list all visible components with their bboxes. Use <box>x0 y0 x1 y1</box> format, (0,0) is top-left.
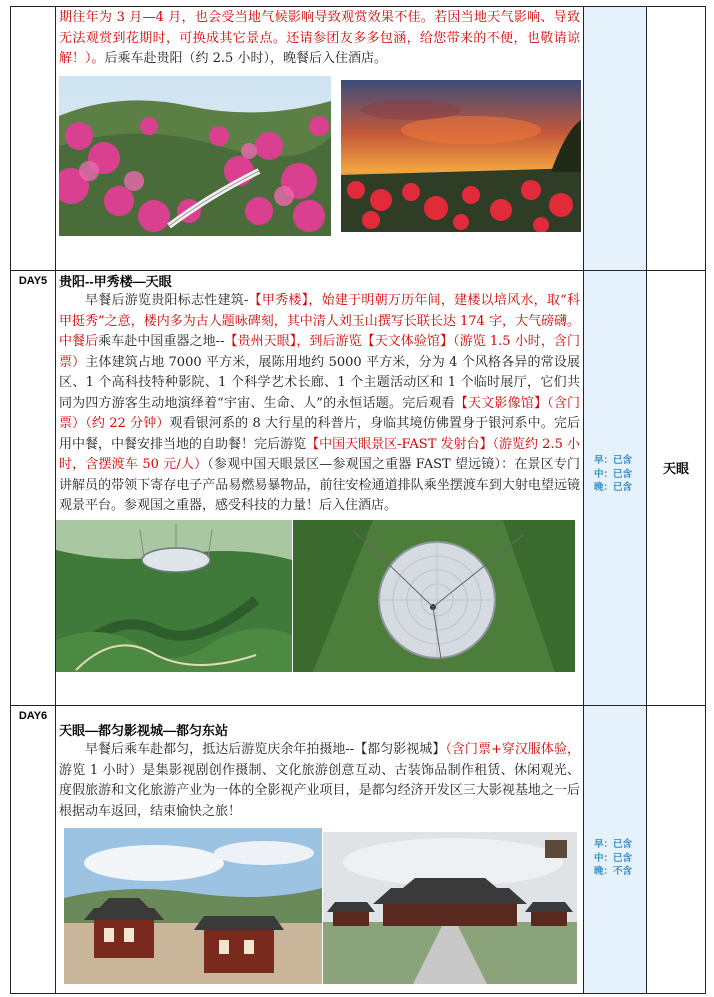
hotel-name: 天眼 <box>662 461 689 476</box>
highlight-text: 【中国天眼景区-FAST 发射台】（游览约 2.5 小时，含摆渡车 50 元/人） <box>59 436 580 472</box>
meal-dinner: 晚：不含 <box>594 866 633 878</box>
day4-description <box>56 7 583 70</box>
highlight-text: 【贵州天眼】，到后游览【天文体验馆】（游览 1.5 小时，含门票） <box>59 334 580 370</box>
hotel-cell <box>647 706 706 994</box>
meal-list <box>584 838 646 879</box>
body-text: 乘车赴中国重器之地-- <box>98 334 225 349</box>
day-cell-empty <box>11 7 56 271</box>
photo-film-city-pavilion <box>64 828 322 984</box>
photo-strip <box>56 828 583 988</box>
body-text: 早餐后乘车赴都匀，抵达后游览庆余年拍摄地--【都匀影视城】 <box>85 742 446 757</box>
day-title: 贵阳--甲秀楼—天眼 <box>59 274 172 289</box>
meal-lunch: 中：已含 <box>594 468 633 480</box>
highlight-text: （含门票+穿汉服体验， <box>445 742 580 757</box>
itinerary-row-day5 <box>11 271 706 706</box>
hotel-cell <box>647 271 706 706</box>
day-content <box>56 271 584 706</box>
highlight-text: 【天文影像馆】（含门票）（约 22 分钟） <box>59 395 580 431</box>
itinerary-table <box>10 6 706 994</box>
body-text: 观看银河系的 8 大行星的科普片，身临其境仿佛置身于银河系中。完后用中餐，中餐安排当地的自助餐！完后游览 <box>59 416 580 452</box>
meal-dinner: 晚：已含 <box>594 482 633 494</box>
meal-cell <box>584 706 647 994</box>
photo-strip <box>56 520 583 672</box>
note-plain: 后乘车赴贵阳（约 2.5 小时），晚餐后入住酒店。 <box>104 51 387 66</box>
itinerary-row-day6 <box>11 706 706 994</box>
day-content <box>56 706 584 994</box>
day-label: DAY5 <box>11 271 56 706</box>
body-text: 游览 1 小时）是集影视剧创作摄制、文化旅游创意互动、古装饰品制作租赁、休闲观光、度假旅游和文化旅游产业为一体的全影视产业项目，是都匀经济开发区三大影视基地之一后根据动车返回，结束愉快之旅！ <box>59 762 580 819</box>
meal-breakfast: 早：已含 <box>594 455 633 467</box>
itinerary-row-day4-continued <box>11 7 706 271</box>
meal-lunch: 中：已含 <box>594 852 633 864</box>
day-title: 天眼—都匀影视城—都匀东站 <box>59 723 229 738</box>
meal-cell-empty <box>584 7 647 271</box>
photo-strip <box>56 76 583 98</box>
photo-film-city-palace <box>323 832 577 984</box>
body-text: 主体建筑占地 7000 平方米，展陈用地约 5000 平方米，分为 4 个风格各异的常设展区、1 个高科技特种影院、1 个科学艺术长廊、1 个主题活动区和 1 个临时展厅，它们共同为四方游客生动地演绎着“宇宙、生命、人”的永恒话题。完后观看 <box>59 354 580 411</box>
body-text: （参观中国天眼景区—参观国之重器 FAST 望远镜）：在景区专门讲解员的带领下寄存电子产品易燃易暴物品，前往安检通道排队乘坐摆渡车到大射电望远镜观景平台。参观国之重器，感受科技的力量！后入住酒店。 <box>59 457 580 513</box>
day-label: DAY6 <box>11 706 56 994</box>
photo-fast-telescope-dish <box>293 520 575 672</box>
photo-fast-telescope-aerial <box>56 520 292 672</box>
day-description <box>56 740 583 822</box>
day-description <box>56 291 583 517</box>
photo-azalea-sunset <box>341 80 581 232</box>
photo-azalea-hills <box>59 76 331 236</box>
body-text: 早餐后游览贵阳标志性建筑- <box>85 293 249 308</box>
meal-cell <box>584 271 647 706</box>
note-red: 期往年为 3 月—4 月，也会受当地气候影响导致观赏效果不佳。若因当地天气影响、导致无法观赏到花期时，可换成其它景点。还请参团友多多包涵，给您带来的不便，也敬请谅解！）。 <box>59 10 580 66</box>
highlight-text: 【甲秀楼】，始建于明朝万历年间，建楼以培风水，取“科甲挺秀”之意，楼内多为古人题咏碑刻，其中清人刘玉山撰写长联长达 174 字，大气磅礴。中餐后 <box>59 293 580 349</box>
meal-breakfast: 早：已含 <box>594 839 633 851</box>
hotel-cell-empty <box>647 7 706 271</box>
day-content <box>56 7 584 271</box>
meal-list <box>584 454 646 495</box>
